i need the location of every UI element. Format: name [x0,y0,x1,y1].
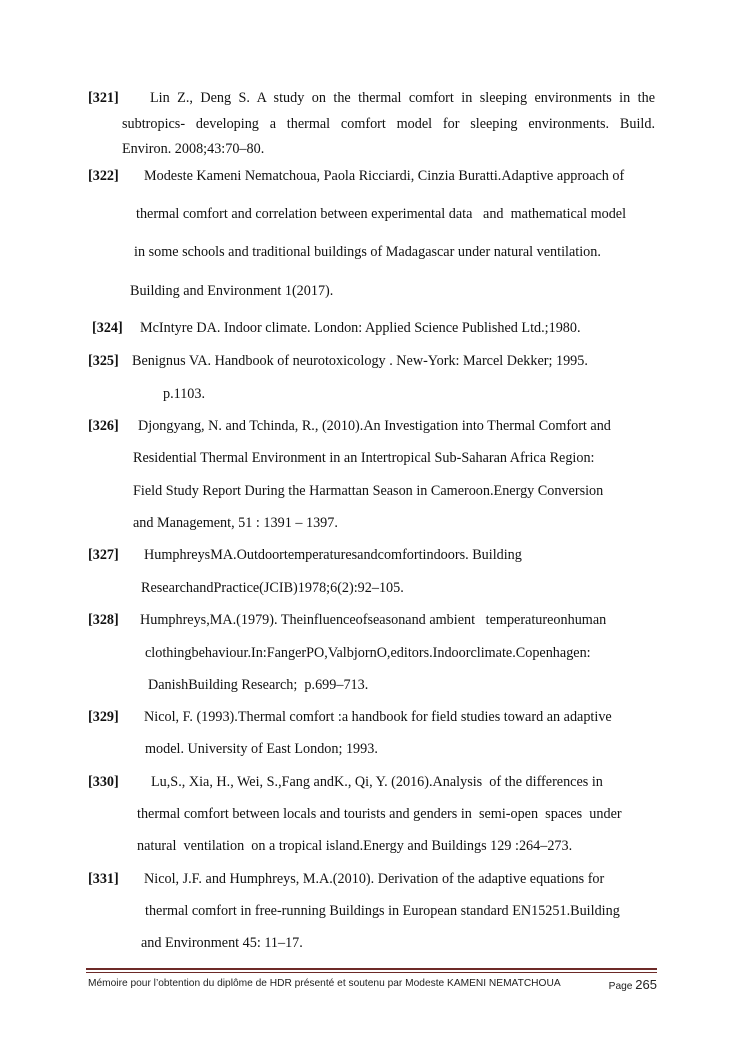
reference-line: natural ventilation on a tropical island.Energy and Buildings 129 :264–273. [137,838,573,854]
reference-line: Nicol, J.F. and Humphreys, M.A.(2010). Derivation of the adaptive equations for [144,871,605,887]
reference-line: Benignus VA. Handbook of neurotoxicology . New-York: Marcel Dekker; 1995. [132,353,588,369]
reference-number: [325] [88,353,119,369]
reference-line: subtropics- developing a thermal comfort model for sleeping environments. Build. [122,116,655,132]
reference-line: model. University of East London; 1993. [145,741,378,757]
reference-line: Environ. 2008;43:70–80. [122,141,265,157]
reference-line: thermal comfort between locals and tourists and genders in semi-open spaces under [137,806,622,822]
reference-number: [324] [92,320,123,336]
reference-line: in some schools and traditional buildings of Madagascar under natural ventilation. [134,244,601,260]
reference-line: McIntyre DA. Indoor climate. London: Applied Science Published Ltd.;1980. [140,320,581,336]
reference-line: Modeste Kameni Nematchoua, Paola Ricciardi, Cinzia Buratti.Adaptive approach of [144,168,625,184]
reference-line: Djongyang, N. and Tchinda, R., (2010).An Investigation into Thermal Comfort and [138,418,611,434]
reference-number: [326] [88,418,119,434]
footer-text: Mémoire pour l’obtention du diplôme de HDR présenté et soutenu par Modeste KAMENI NEMATCHOUA [88,978,561,989]
reference-line: Lu,S., Xia, H., Wei, S.,Fang andK., Qi, Y. (2016).Analysis of the differences in [151,774,603,790]
reference-line: HumphreysMA.Outdoortemperaturesandcomfortindoors. Building [144,547,522,563]
reference-line: p.1103. [163,386,206,402]
reference-number: [321] [88,90,119,106]
reference-line: Residential Thermal Environment in an Intertropical Sub-Saharan Africa Region: [133,450,595,466]
footer-divider [86,968,657,970]
reference-line: thermal comfort and correlation between experimental data and mathematical model [136,206,627,222]
footer-divider-thin [86,972,657,973]
reference-number: [327] [88,547,119,563]
reference-line: Humphreys,MA.(1979). Theinfluenceofseasonand ambient temperatureonhuman [140,612,607,628]
reference-number: [329] [88,709,119,725]
page-indicator [609,977,657,992]
reference-number: [330] [88,774,119,790]
page-number: 265 [635,977,657,992]
reference-line: Lin Z., Deng S. A study on the thermal comfort in sleeping environments in the [150,90,655,106]
reference-line: Building and Environment 1(2017). [130,283,334,299]
reference-number: [328] [88,612,119,628]
page-label: Page [608,981,633,992]
reference-line: clothingbehaviour.In:FangerPO,ValbjornO,editors.Indoorclimate.Copenhagen: [145,645,591,661]
reference-number: [322] [88,168,119,184]
reference-number: [331] [88,871,119,887]
reference-line: and Environment 45: 11–17. [141,935,303,951]
reference-line: Field Study Report During the Harmattan Season in Cameroon.Energy Conversion [133,483,604,499]
reference-line: ResearchandPractice(JCIB)1978;6(2):92–105. [141,580,404,596]
reference-line: Nicol, F. (1993).Thermal comfort :a handbook for field studies toward an adaptive [144,709,612,725]
reference-line: and Management, 51 : 1391 – 1397. [133,515,338,531]
reference-line: thermal comfort in free-running Buildings in European standard EN15251.Building [145,903,620,919]
reference-line: DanishBuilding Research; p.699–713. [148,677,369,693]
